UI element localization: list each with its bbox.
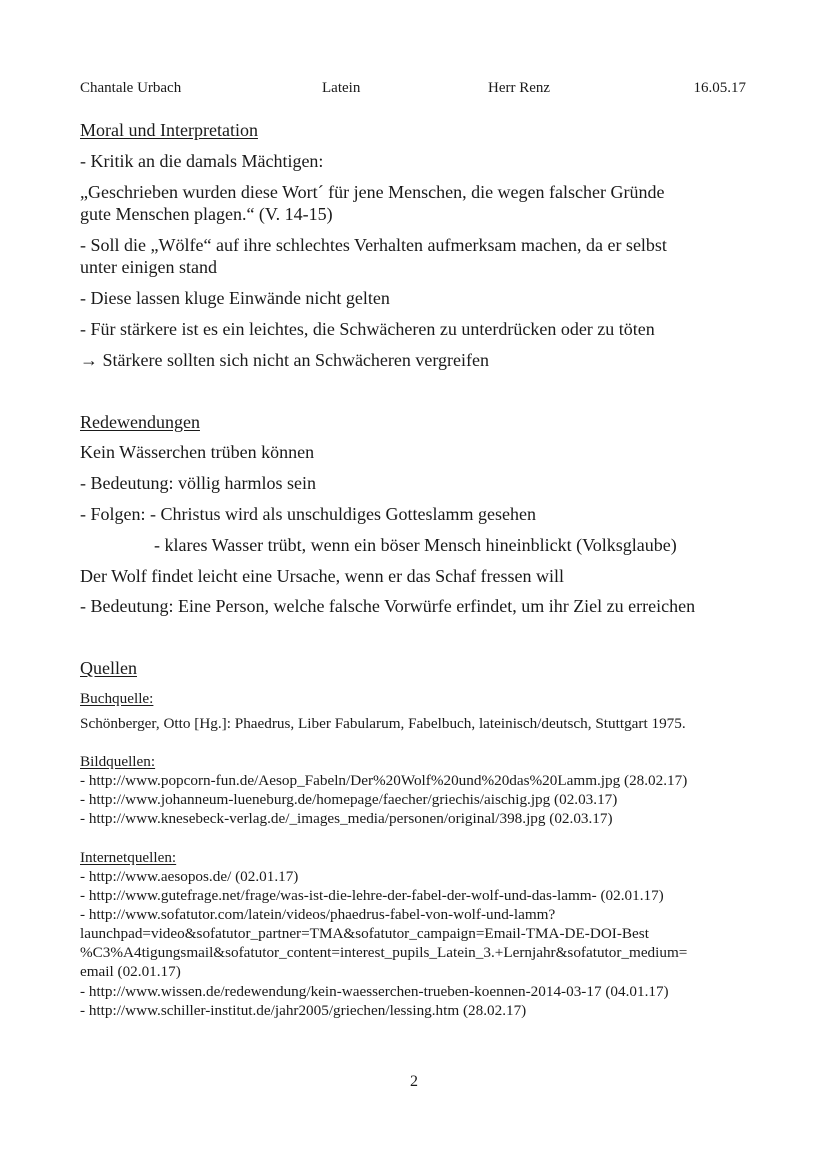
internet-sources-heading: Internetquellen:	[80, 849, 177, 866]
moral-line: - Für stärkere ist es ein leichtes, die Schwächeren zu unterdrücken oder zu töten	[80, 319, 655, 339]
image-source-item: - http://www.johanneum-lueneburg.de/homepage/faecher/griechis/aischig.jpg (02.03.17)	[80, 791, 618, 808]
book-source: Schönberger, Otto [Hg.]: Phaedrus, Liber Fabularum, Fabelbuch, lateinisch/deutsch, Stuttgart 1975.	[80, 715, 686, 732]
page-header	[80, 80, 748, 100]
internet-source-item: - http://www.wissen.de/redewendung/kein-waesserchen-trueben-koennen-2014-03-17 (04.01.17)	[80, 983, 669, 1000]
internet-source-item: - http://www.gutefrage.net/frage/was-ist-die-lehre-der-fabel-der-wolf-und-das-lamm- (02.01.17)	[80, 887, 664, 904]
moral-heading: Moral und Interpretation	[80, 120, 258, 140]
moral-line: unter einigen stand	[80, 257, 217, 277]
image-sources-heading: Bildquellen:	[80, 753, 156, 770]
book-source-heading: Buchquelle:	[80, 690, 154, 707]
idiom-line: - klares Wasser trübt, wenn ein böser Mensch hineinblickt (Volksglaube)	[154, 535, 677, 555]
moral-line: - Diese lassen kluge Einwände nicht gelten	[80, 288, 390, 308]
idiom-line: Der Wolf findet leicht eine Ursache, wenn er das Schaf fressen will	[80, 566, 565, 586]
moral-line: gute Menschen plagen.“ (V. 14-15)	[80, 204, 333, 224]
moral-line: - Kritik an die damals Mächtigen:	[80, 151, 324, 171]
teacher-name: Herr Renz	[488, 80, 551, 96]
idioms-heading: Redewendungen	[80, 412, 200, 432]
idiom-line: - Bedeutung: völlig harmlos sein	[80, 473, 316, 493]
page-number: 2	[410, 1073, 418, 1090]
internet-source-item: launchpad=video&sofatutor_partner=TMA&sofatutor_campaign=Email-TMA-DE-DOI-Best	[80, 925, 649, 942]
moral-conclusion: → Stärkere sollten sich nicht an Schwächeren vergreifen	[80, 350, 490, 370]
subject-label: Latein	[322, 80, 361, 96]
idiom-line: - Folgen: - Christus wird als unschuldiges Gotteslamm gesehen	[80, 504, 536, 524]
internet-source-item: email (02.01.17)	[80, 963, 181, 980]
sources-heading: Quellen	[80, 658, 137, 678]
moral-line: „Geschrieben wurden diese Wort´ für jene Menschen, die wegen falscher Gründe	[80, 182, 665, 202]
internet-source-item: %C3%A4tigungsmail&sofatutor_content=interest_pupils_Latein_3.+Lernjahr&sofatutor_medium=	[80, 944, 688, 961]
internet-source-item: - http://www.schiller-institut.de/jahr2005/griechen/lessing.htm (28.02.17)	[80, 1002, 527, 1019]
idiom-line: Kein Wässerchen trüben können	[80, 442, 315, 462]
date-label: 16.05.17	[693, 80, 746, 96]
internet-source-item: - http://www.aesopos.de/ (02.01.17)	[80, 868, 299, 885]
internet-source-item: - http://www.sofatutor.com/latein/videos/phaedrus-fabel-von-wolf-und-lamm?	[80, 906, 556, 923]
image-source-item: - http://www.knesebeck-verlag.de/_images_media/personen/original/398.jpg (02.03.17)	[80, 810, 613, 827]
moral-line: - Soll die „Wölfe“ auf ihre schlechtes Verhalten aufmerksam machen, da er selbst	[80, 235, 667, 255]
author-name: Chantale Urbach	[80, 80, 182, 96]
image-source-item: - http://www.popcorn-fun.de/Aesop_Fabeln/Der%20Wolf%20und%20das%20Lamm.jpg (28.02.17)	[80, 772, 688, 789]
idiom-line: - Bedeutung: Eine Person, welche falsche Vorwürfe erfindet, um ihr Ziel zu erreichen	[80, 596, 696, 616]
